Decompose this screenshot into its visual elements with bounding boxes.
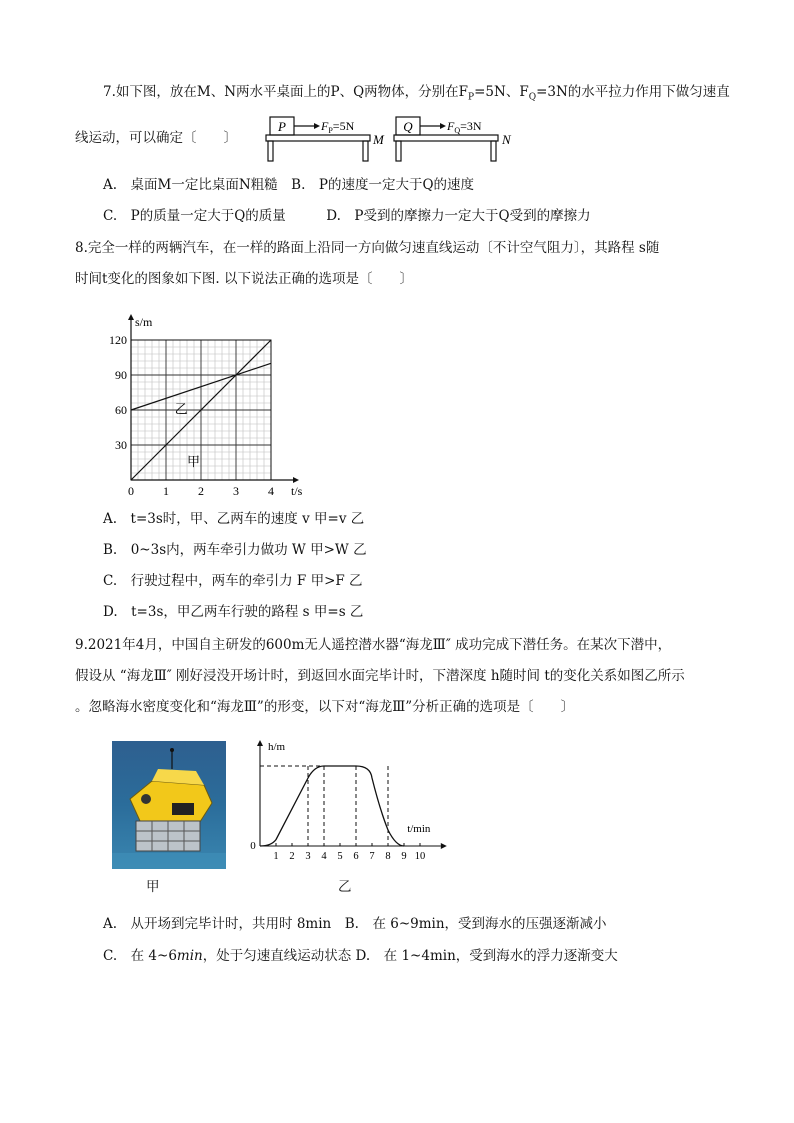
x-tick-label: 4 [268,484,274,498]
table-n-leg-right [491,141,496,161]
table-m-label: M [373,132,384,147]
y-tick-label: 60 [115,403,127,417]
y-axis-arrow [257,740,263,746]
block-p-label: P [278,119,286,134]
q8-option-a: A. t=3s时，甲、乙两车的速度 v 甲=v 乙 [103,511,365,527]
x-tick-label: 1 [273,851,279,862]
force-q-label: $F_Q=3N$ [447,119,482,135]
series-label-yi: 乙 [174,401,188,417]
depth-time-graph [240,738,450,868]
table-m-leg-left [268,141,273,161]
photo-caption: 甲 [146,879,160,895]
x-tick-label: 2 [289,851,295,862]
table-m-top [266,135,370,141]
st-graph [100,308,325,503]
x-tick-label: 3 [233,484,239,498]
q7-tables-figure [262,113,524,165]
table-n-top [394,135,498,141]
q9-stem-line3: 。忽略海水密度变化和“海龙Ⅲ”的形变，以下对“海龙Ⅲ”分析正确的选项是〔 〕 [75,699,575,715]
q7-stem-line1: 7.如下图，放在M、N两水平桌面上的P、Q两物体，分别在$F_P=5N$、$F_Q=3N$的水平拉力作用下做匀速直 [103,84,730,103]
table-n-leg-left [396,141,401,161]
force-p-label: $F_P=5N$ [321,119,355,135]
y-tick-label: 120 [109,333,127,347]
y-axis-arrow [128,314,134,320]
x-tick-label: 10 [414,851,426,862]
q8-stem-line2: 时间t变化的图象如下图. 以下说法正确的选项是〔 〕 [75,271,414,287]
table-n-label: N [502,132,511,147]
x-tick-label: 0 [128,484,134,498]
x-tick-label: 2 [198,484,204,498]
graph-caption: 乙 [338,879,352,895]
origin-label: 0 [250,840,256,852]
q7-option-a-b: A. 桌面M一定比桌面N粗糙 B. P的速度一定大于Q的速度 [103,177,475,193]
x-tick-label: 6 [353,851,359,862]
x-tick-label: 4 [321,851,327,862]
x-tick-label: 8 [385,851,391,862]
q7-stem-line2: 线运动，可以确定〔 〕 [75,130,237,146]
force-q-arrowhead [440,123,446,129]
x-tick-label: 9 [401,851,407,862]
x-axis-label: t/min [407,823,431,835]
q8-option-c: C. 行驶过程中，两车的牵引力 F 甲>F 乙 [103,573,363,589]
block-q-label: Q [403,119,413,134]
q9-stem-line1: 9.2021年4月，中国自主研发的600m无人遥控潜水器“海龙Ⅲ″ 成功完成下潜任务。在某次下潜中， [75,637,672,653]
q9-option-a-b: A. 从开场到完毕计时，共用时 8min B. 在 6~9min，受到海水的压强逐渐减小 [103,916,607,932]
table-m-leg-right [363,141,368,161]
q9-option-c-d: C. 在 4~6min，处于匀速直线运动状态 D. 在 1~4min，受到海水的浮力逐渐变大 [103,948,618,964]
x-axis-arrow [441,843,447,849]
submersible-photo [112,741,226,869]
y-tick-label: 90 [115,368,127,382]
x-axis-label: t/s [291,484,303,498]
force-p-arrowhead [314,123,320,129]
x-tick-label: 3 [305,851,311,862]
x-tick-label: 7 [369,851,375,862]
q8-option-d: D. t=3s，甲乙两车行驶的路程 s 甲=s 乙 [103,604,364,620]
x-axis-arrow [293,477,299,483]
x-tick-label: 5 [337,851,343,862]
series-label-jia: 甲 [187,454,201,469]
y-axis-label: h/m [268,741,286,753]
q7-option-c-d: C. P的质量一定大于Q的质量 D. P受到的摩擦力一定大于Q受到的摩擦力 [103,208,591,224]
q8-stem-line1: 8.完全一样的两辆汽车，在一样的路面上沿同一方向做匀速直线运动〔不计空气阻力〕，其路程 s随 [75,240,660,256]
depth-curve [260,766,404,846]
x-tick-label: 1 [163,484,169,498]
y-tick-label: 30 [115,438,127,452]
q9-stem-line2: 假设从 “海龙Ⅲ″ 刚好浸没开场计时，到返回水面完毕计时，下潜深度 h随时间 t的变化关系如图乙所示 [75,668,685,684]
y-axis-label: s/m [135,315,153,329]
q8-option-b: B. 0~3s内，两车牵引力做功 W 甲>W 乙 [103,542,367,558]
